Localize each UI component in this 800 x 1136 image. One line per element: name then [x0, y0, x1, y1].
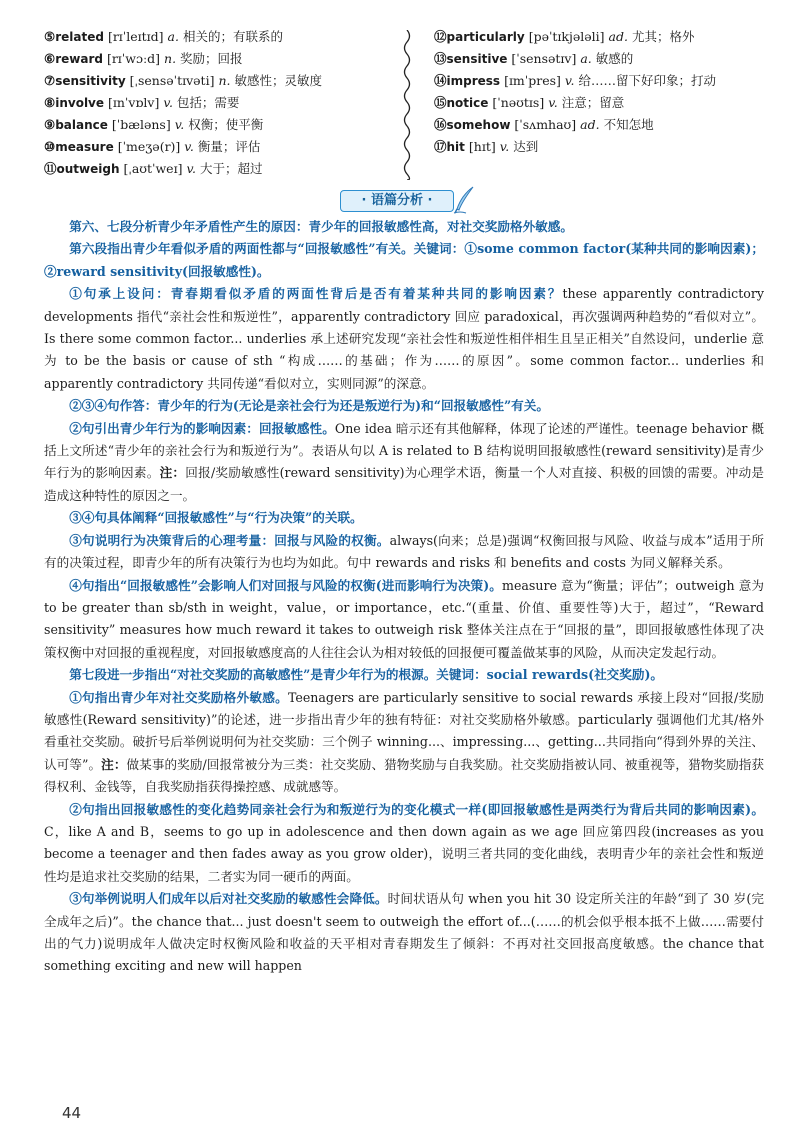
analysis-paragraph: [44, 799, 764, 889]
vocab-phonetic: [pəˈtɪkjələli]: [528, 29, 605, 44]
highlighted-summary: 第六、七段分析青少年矛盾性产生的原因：青少年的回报敏感性高，对社交奖励格外敏感。: [69, 219, 573, 234]
vocab-meaning: 权衡；使平衡: [188, 117, 264, 132]
vocab-item: [434, 136, 764, 158]
paragraph-text: these apparently contradictory developments 指代“亲社会性和叛逆性”，apparently contradictory 回应 paradoxical，再次强调两种趋势的“看似对立”。Is there some common factor... underlies 承上述研究发现“亲社会性和叛逆性相伴相生且呈正相关”自然设问，underlie 意为 to be the basis or cause of sth “构成……的基础；作为……的原因”。some common factor... underlies 和 apparently contradictory 共同传递“看似对立，实则同源”的深意。: [44, 286, 765, 391]
paragraph-text: always(向来；总是)强调“权衡回报与风险、收益与成本”适用于所有的决策过程，即青少年的所有决策行为也均为如此。句中 rewards and risks 和 benefits and costs 为同义解释关系。: [44, 532, 765, 571]
vocab-meaning: 达到: [513, 139, 539, 154]
vocab-number: ⑭: [434, 73, 447, 88]
vocab-meaning: 衡量；评估: [197, 139, 261, 154]
analysis-paragraph: [44, 530, 764, 575]
highlighted-summary: ④句指出“回报敏感性”会影响人们对回报与风险的权衡(进而影响行为决策)。: [69, 577, 502, 593]
paragraph-text: 时间状语从句 when you hit 30 设定所关注的年龄“到了 30 岁(完全成年之后)”。the chance that... just doesn't seem to outweigh the effort of...(……的机会似乎根本抵不上做……需要付出的气力)说明成年人做决定时权衡风险和收益的天平相对青春期发生了倾斜：不再对社交回报高度敏感。the chance that something exciting and new will happen: [44, 891, 764, 974]
vocab-phonetic: [ˌaʊtˈweɪ]: [123, 161, 183, 176]
highlighted-summary: ①句指出青少年对社交奖励格外敏感。: [69, 689, 288, 705]
analysis-paragraph: [44, 283, 764, 395]
vocab-part-of-speech: v.: [186, 161, 196, 176]
vocab-number: ⑫: [434, 29, 447, 44]
vocab-item: [44, 70, 404, 92]
vocab-meaning: 敏感性；灵敏度: [234, 73, 322, 88]
vocab-phonetic: [ˌsensəˈtɪvəti]: [129, 73, 215, 88]
vocab-part-of-speech: v.: [499, 139, 510, 154]
analysis-paragraph: [44, 238, 764, 283]
vocab-meaning: 尤其；格外: [631, 29, 695, 44]
analysis-paragraph: [44, 687, 764, 799]
analysis-paragraph: [44, 664, 764, 686]
vocab-phonetic: [ˈbæləns]: [111, 117, 171, 132]
vocab-part-of-speech: v.: [564, 73, 575, 88]
vocab-phonetic: [ɪmˈpres]: [504, 73, 561, 88]
paragraph-text: One idea 暗示还有其他解释，体现了论述的严谨性。teenage behavior 概括上文所述“青少年的亲社会行为和叛逆行为”。表语从句以 A is related to B 结构说明回报敏感性(reward sensitivity)是青少年行为的影响因素。: [44, 420, 765, 481]
analysis-paragraph: [44, 507, 764, 529]
section-title: · 语篇分析 ·: [340, 190, 454, 212]
vocab-phonetic: [ˈsʌmhaʊ]: [514, 117, 577, 132]
vocab-word: reward: [55, 52, 103, 66]
vocab-part-of-speech: a.: [167, 29, 179, 44]
vocab-item: [44, 136, 404, 158]
vocab-part-of-speech: v.: [163, 95, 173, 110]
vocab-number: ⑯: [434, 117, 447, 132]
highlighted-summary: ②句指出回报敏感性的变化趋势同亲社会行为和叛逆行为的变化模式一样(即回报敏感性是两类行为背后共同的影响因素)。: [69, 801, 764, 817]
vocab-meaning: 注意；留意: [561, 95, 625, 110]
vocab-phonetic: [rɪˈleɪtɪd]: [107, 29, 164, 44]
vocab-part-of-speech: v.: [174, 117, 185, 132]
vocab-item: [434, 70, 764, 92]
vocab-phonetic: [hɪt]: [468, 139, 496, 154]
vocab-number: ⑩: [44, 139, 56, 154]
analysis-paragraph: [44, 395, 764, 417]
vocab-number: ⑮: [434, 95, 447, 110]
vocab-item: [434, 114, 764, 136]
vocabulary-column-right: [434, 26, 764, 158]
vocab-part-of-speech: a.: [580, 51, 592, 66]
vocab-phonetic: [ˈsensətɪv]: [511, 51, 577, 66]
vocab-part-of-speech: v.: [548, 95, 558, 110]
vocab-word: notice: [446, 96, 489, 110]
vocab-item: [44, 92, 404, 114]
vocab-number: ⑤: [44, 29, 56, 44]
vocab-item: [434, 26, 764, 48]
vocab-word: involve: [55, 96, 105, 110]
analysis-paragraph: [44, 418, 764, 508]
vocab-part-of-speech: ad.: [608, 29, 628, 44]
highlighted-summary: ①句承上设问：青春期看似矛盾的两面性背后是否有着某种共同的影响因素？: [69, 286, 563, 302]
vocab-item: [44, 26, 404, 48]
vocab-item: [434, 92, 764, 114]
highlighted-summary: 第七段进一步指出“对社交奖励的高敏感性”是青少年行为的根源。关键词：social rewards(社交奖励)。: [69, 667, 664, 683]
vocab-item: [44, 114, 404, 136]
analysis-paragraph: [44, 888, 764, 978]
note-label: 注：: [159, 465, 186, 481]
section-header-badge: [340, 186, 474, 212]
highlighted-summary: ②句引出青少年行为的影响因素：回报敏感性。: [69, 420, 335, 436]
vocab-phonetic: [rɪˈwɔːd]: [106, 51, 161, 66]
vocab-number: ⑬: [434, 51, 447, 66]
vocab-phonetic: [ˈnəʊtɪs]: [492, 95, 545, 110]
vocab-word: impress: [446, 74, 501, 88]
vocab-phonetic: [ɪnˈvɒlv]: [108, 95, 160, 110]
note-label: 注：: [101, 756, 127, 772]
vocab-meaning: 给……留下好印象；打动: [578, 73, 716, 88]
analysis-text: [44, 216, 764, 978]
vocab-word: hit: [446, 140, 465, 154]
vocab-phonetic: [ˈmeʒə(r)]: [117, 139, 181, 154]
vocab-meaning: 包括；需要: [176, 95, 240, 110]
vocab-word: outweigh: [56, 162, 120, 176]
vocab-number: ⑰: [434, 139, 447, 154]
vocab-item: [434, 48, 764, 70]
vocab-part-of-speech: n.: [164, 51, 177, 66]
vocab-word: particularly: [446, 30, 525, 44]
vocab-word: somehow: [446, 118, 511, 132]
paragraph-text: Teenagers are particularly sensitive to social rewards 承接上段对“回报/奖励敏感性(Reward sensitivity)”的论述，进一步指出青少年的独有特征：对社交奖励格外敏感。particularly 强调他们尤其/格外看重社交奖励。破折号后举例说明何为社交奖励：三个例子 winning...、impressing...、getting...共同指向“得到外界的关注、认可等”。: [44, 689, 764, 772]
vocab-word: related: [55, 30, 104, 44]
paragraph-text: 做某事的奖励/回报常被分为三类：社交奖励、猎物奖励与自我奖励。社交奖励指被认同、被重视等，猎物奖励指获得权利、金钱等，自我奖励指获得操控感、成就感等。: [44, 756, 764, 795]
analysis-paragraph: [44, 216, 764, 238]
vocab-word: measure: [55, 140, 114, 154]
vocab-number: ⑧: [44, 95, 56, 110]
paragraph-text: 回报/奖励敏感性(reward sensitivity)为心理学术语，衡量一个人对直接、积极的回馈的需要。冲动是造成这种特性的原因之一。: [44, 465, 765, 503]
vocab-number: ⑪: [44, 161, 57, 176]
vocab-meaning: 奖励；回报: [180, 51, 243, 66]
page-number: 44: [62, 1104, 82, 1122]
vocab-number: ⑨: [44, 117, 56, 132]
analysis-paragraph: [44, 575, 764, 665]
vocab-word: sensitivity: [55, 74, 126, 88]
vocab-word: sensitive: [446, 52, 508, 66]
vocab-item: [44, 48, 404, 70]
paragraph-text: measure 意为“衡量；评估”；outweigh 意为 to be greater than sb/sth in weight，value，or importance，etc.“(重量、价值、重要性等)大于，超过”，“Reward sensitivity” measures how much reward it takes to outweigh risk 整体关注点在于“回报的量”，即回报敏感性体现了决策权衡中对回报的重视程度，对回报敏感度高的人往往会认为相对较低的回报便可覆盖做某事的风险，从而决定发起行动。: [44, 577, 764, 660]
quill-pen-icon: [452, 186, 476, 214]
vocab-word: balance: [55, 118, 108, 132]
vocab-part-of-speech: v.: [184, 139, 194, 154]
highlighted-summary: ③④句具体阐释“回报敏感性”与“行为决策”的关联。: [69, 510, 363, 526]
highlighted-summary: ②③④句作答：青少年的行为(无论是亲社会行为还是叛逆行为)和“回报敏感性”有关。: [69, 398, 549, 414]
vocab-meaning: 敏感的: [595, 51, 634, 66]
wavy-divider: [401, 30, 413, 180]
vocabulary-list: [44, 26, 756, 186]
vocab-item: [44, 158, 404, 180]
vocab-part-of-speech: ad.: [580, 117, 600, 132]
vocab-part-of-speech: n.: [218, 73, 231, 88]
vocab-meaning: 不知怎地: [603, 117, 654, 132]
vocab-meaning: 大于；超过: [199, 161, 263, 176]
highlighted-summary: ③句举例说明人们成年以后对社交奖励的敏感性会降低。: [69, 891, 388, 907]
vocabulary-column-left: [44, 26, 404, 180]
highlighted-summary: 第六段指出青少年看似矛盾的两面性都与“回报敏感性”有关。关键词：①some common factor(某种共同的影响因素)；②reward sensitivity(回报敏感性)。: [44, 241, 764, 279]
vocab-number: ⑦: [44, 73, 56, 88]
highlighted-summary: ③句说明行为决策背后的心理考量：回报与风险的权衡。: [69, 532, 390, 548]
vocab-meaning: 相关的；有联系的: [182, 29, 283, 44]
paragraph-text: C，like A and B，seems to go up in adolescence and then down again as we age 回应第四段(increases as you become a teenager and then fades away as you grow older)，说明三者共同的变化曲线，表明青少年的亲社会性和叛逆性均是追求社交奖励的结果，二者实为同一硬币的两面。: [44, 823, 764, 884]
vocab-number: ⑥: [44, 51, 56, 66]
